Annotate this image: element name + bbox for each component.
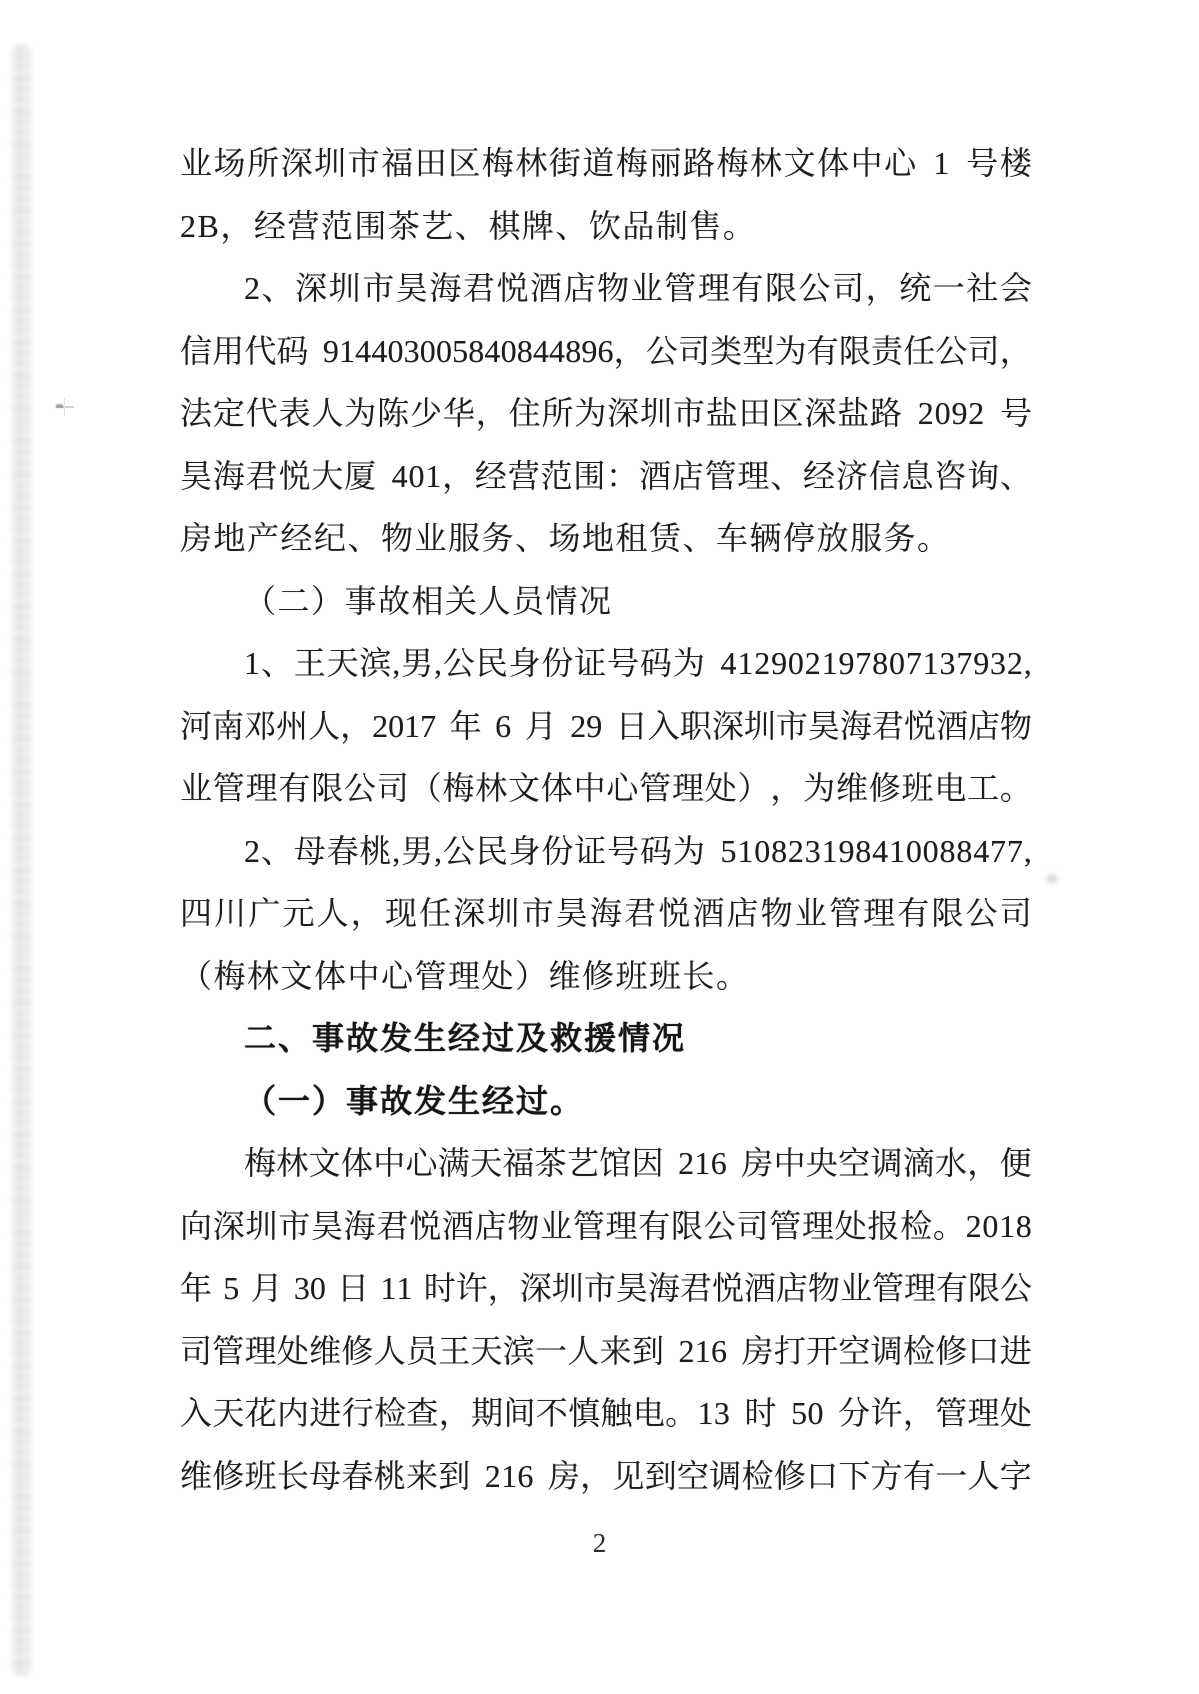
text-line: （二）事故相关人员情况	[244, 582, 613, 619]
text-line: 河 南 邓 州 人 ， 2 0 1 7 年 6 月 2 9 日 入 职 深 圳 市 昊 海 君 悦 酒 店 物	[180, 707, 1032, 744]
text-line: 二、事故发生经过及救援情况	[244, 1020, 687, 1056]
text-line: 2B，经营范围茶艺、棋牌、饮品制售。	[180, 207, 757, 244]
page-number: 2	[592, 1528, 607, 1558]
text-line: （梅林文体中心管理处）维修班班长。	[180, 957, 750, 994]
text-line: 2 、 母 春 桃 , 男 , 公 民 身 份 证 号 码 为 5 1 0 8 2 3 1 9 8 4 1 0 0 8 8 4 7 7 ,	[244, 832, 1032, 869]
text-line: 梅 林 文 体 中 心 满 天 福 茶 艺 馆 因 2 1 6 房 中 央 空 调 滴 水 ， 便	[244, 1145, 1032, 1181]
text-line: 法 定 代 表 人 为 陈 少 华 ， 住 所 为 深 圳 市 盐 田 区 深 盐 路 2 0 9 2 号	[180, 395, 1032, 431]
text-line: 业 场 所 深 圳 市 福 田 区 梅 林 街 道 梅 丽 路 梅 林 文 体 中 心 1 号 楼	[180, 145, 1032, 181]
scan-bleed-artifact	[12, 45, 32, 1675]
crosshair-dot-artifact	[56, 404, 63, 408]
text-line: 年 5 月 3 0 日 1 1 时 许 ， 深 圳 市 昊 海 君 悦 酒 店 物 业 管 理 有 限 公	[180, 1270, 1033, 1306]
text-line: 2 、 深 圳 市 昊 海 君 悦 酒 店 物 业 管 理 有 限 公 司 ， 统 一 社 会	[244, 270, 1032, 306]
text-line: 入 天 花 内 进 行 检 查 ， 期 间 不 慎 触 电 。 1 3 时 5 0 分 许 ， 管 理 处	[180, 1395, 1032, 1431]
text-line: 昊 海 君 悦 大 厦 4 0 1 ， 经 营 范 围 ： 酒 店 管 理 、 经 济 信 息 咨 询 、	[180, 457, 1032, 494]
text-line: 1 、 王 天 滨 , 男 , 公 民 身 份 证 号 码 为 4 1 2 9 0 2 1 9 7 8 0 7 1 3 7 9 3 2 ,	[244, 645, 1032, 681]
smudge-artifact	[1046, 874, 1058, 883]
document-text-block	[180, 132, 1032, 1507]
text-line: 四 川 广 元 人 ， 现 任 深 圳 市 昊 海 君 悦 酒 店 物 业 管 理 有 限 公 司	[180, 895, 1032, 931]
text-line: 业 管 理 有 限 公 司 （ 梅 林 文 体 中 心 管 理 处 ） ， 为 维 修 班 电 工 。	[180, 770, 1032, 806]
text-line: 信 用 代 码 9 1 4 4 0 3 0 0 5 8 4 0 8 4 4 8 9 6 ， 公 司 类 型 为 有 限 责 任 公 司 ，	[180, 332, 1032, 369]
text-line: 司 管 理 处 维 修 人 员 王 天 滨 一 人 来 到 2 1 6 房 打 开 空 调 检 修 口 进	[180, 1332, 1032, 1369]
text-line: （一）事故发生经过。	[244, 1082, 585, 1119]
text-line: 向 深 圳 市 昊 海 君 悦 酒 店 物 业 管 理 有 限 公 司 管 理 处 报 检 。 2 0 1 8	[180, 1207, 1032, 1244]
text-line: 房地产经纪、物业服务、场地租赁、车辆停放服务。	[180, 520, 951, 556]
text-line: 维 修 班 长 母 春 桃 来 到 2 1 6 房 ， 见 到 空 调 检 修 口 下 方 有 一 人 字	[180, 1457, 1032, 1494]
